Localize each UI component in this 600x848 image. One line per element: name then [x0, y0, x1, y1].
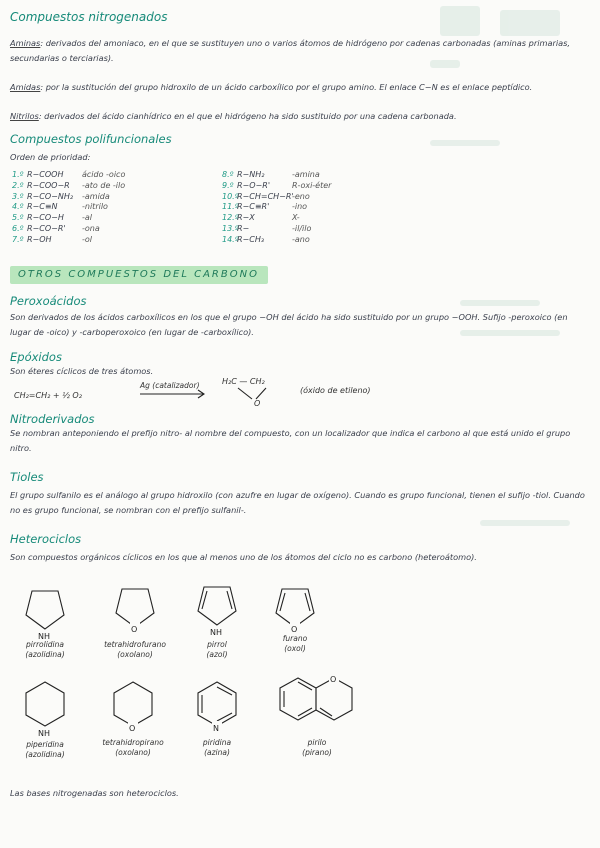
priority-number: 14.º	[222, 234, 239, 244]
furano-alt: (oxol)	[284, 644, 306, 653]
label-piperidina	[0, 740, 90, 760]
priority-suffix: R-oxi-éter	[292, 180, 332, 190]
priority-suffix: -ona	[82, 223, 100, 233]
pirrolidina-structure	[20, 583, 70, 641]
priority-number: 9.º	[222, 180, 234, 190]
label-pirrolidina	[0, 640, 90, 660]
priority-suffix: -ato de -ilo	[82, 180, 126, 190]
epox-reactants: CH₂=CH₂ + ½ O₂	[14, 391, 82, 400]
pirrol-name: pirrol	[207, 640, 227, 649]
reaction-arrow	[140, 389, 210, 399]
priority-row	[222, 170, 422, 181]
pirrol-structure	[192, 583, 242, 638]
pirilo-alt: (pirano)	[302, 748, 332, 757]
heterociclos-text: Son compuestos orgánicos cíclicos en los que al menos uno de los átomos del ciclo no es carbono (heteroátomo).	[10, 552, 477, 562]
priority-suffix: -ol	[82, 234, 93, 244]
label-tetrahidrofurano	[90, 640, 180, 660]
term-nitrilos: Nitrilos	[10, 111, 39, 121]
svg-text:O: O	[129, 724, 136, 733]
priority-formula: R−COOH	[27, 170, 64, 179]
svg-text:O: O	[291, 625, 298, 634]
tioles-text: El grupo sulfanilo es el análogo al grupo hidroxilo (con azufre en lugar de oxígeno). Cuando es grupo funcional, tienen el sufijo -tiol. Cuando no es grupo funcional, se nombran con el prefijo sulfanil-.	[10, 490, 585, 515]
tetrahidrofurano-name: tetrahidrofurano	[104, 640, 166, 649]
title-nitroderivados: Nitroderivados	[10, 412, 95, 426]
priority-row	[222, 235, 422, 246]
furano-structure	[270, 583, 320, 638]
title-tioles: Tioles	[10, 470, 44, 484]
priority-suffix: -il/ilo	[292, 223, 312, 233]
priority-suffix: -nitrilo	[82, 202, 108, 212]
label-piridina	[172, 738, 262, 758]
title-heterociclos: Heterociclos	[10, 532, 82, 546]
priority-row	[12, 235, 212, 246]
amidas-paragraph	[10, 80, 585, 95]
label-furano	[250, 634, 340, 654]
priority-row	[222, 181, 422, 192]
priority-row	[12, 181, 212, 192]
amidas-text: : por la sustitución del grupo hidroxilo de un ácido carboxílico por el grupo amino. El enlace C−N es el enlace peptídico.	[40, 82, 533, 92]
priority-row	[12, 202, 212, 213]
bleed-through	[420, 0, 600, 848]
pirilo-name: pirilo	[307, 738, 327, 747]
title-epoxidos: Epóxidos	[10, 350, 62, 364]
priority-number: 8.º	[222, 170, 234, 179]
priority-formula: R−CH=CH−R'	[237, 191, 294, 201]
priority-row	[222, 224, 422, 235]
priority-suffix: -al	[82, 213, 93, 223]
pirrolidina-alt: (azolidina)	[25, 650, 65, 659]
priority-suffix: X-	[292, 213, 300, 223]
footer-bases-nitrogenadas: Las bases nitrogenadas son heterociclos.	[10, 788, 179, 798]
priority-number: 10.º	[222, 191, 239, 201]
label-pirrol	[172, 640, 262, 660]
title-compuestos-nitrogenados: Compuestos nitrogenados	[10, 10, 168, 24]
svg-text:NH: NH	[38, 729, 50, 738]
epox-ring: H₂C — CH₂	[222, 377, 265, 386]
priority-list-right	[222, 170, 422, 246]
priority-number: 3.º	[12, 191, 24, 201]
orden-prioridad: Orden de prioridad:	[10, 152, 91, 162]
label-pirilo	[272, 738, 362, 758]
priority-number: 6.º	[12, 223, 24, 233]
priority-formula: R−CO−H	[27, 213, 64, 223]
term-amidas: Amidas	[10, 82, 41, 92]
priority-suffix: -eno	[292, 191, 310, 201]
priority-number: 12.º	[222, 213, 239, 223]
priority-formula: R−OH	[27, 234, 52, 244]
svg-text:O: O	[131, 625, 138, 634]
priority-row	[12, 213, 212, 224]
priority-row	[222, 192, 422, 203]
priority-formula: R−NH₂	[237, 170, 265, 179]
priority-number: 5.º	[12, 213, 24, 223]
tetrahidropirano-alt: (oxolano)	[115, 748, 151, 757]
pirrol-alt: (azol)	[206, 650, 228, 659]
priority-formula: R−CH₃	[237, 234, 265, 244]
tetrahidropirano-structure	[108, 680, 158, 740]
nitrilos-text: : derivados del ácido cianhídrico en el que el hidrógeno ha sido sustituido por una cadena carbonada.	[38, 111, 457, 121]
label-tetrahidropirano	[88, 738, 178, 758]
priority-formula: R−C≡R'	[237, 202, 270, 212]
pirilo-structure	[276, 672, 366, 732]
banner-otros-compuestos	[10, 266, 268, 284]
piridina-alt: (azina)	[204, 748, 230, 757]
priority-row	[222, 202, 422, 213]
priority-suffix: -amina	[292, 170, 320, 179]
priority-number: 2.º	[12, 180, 24, 190]
priority-suffix: ácido -oico	[82, 170, 126, 179]
priority-suffix: -ino	[292, 202, 308, 212]
epoxidos-text: Son éteres cíclicos de tres átomos.	[10, 366, 154, 376]
svg-text:NH: NH	[38, 632, 50, 641]
priority-row	[222, 213, 422, 224]
svg-text:O: O	[330, 675, 337, 684]
priority-row	[12, 170, 212, 181]
piridina-name: piridina	[202, 738, 232, 747]
priority-list-left	[12, 170, 212, 246]
priority-number: 7.º	[12, 234, 24, 244]
nitrilos-paragraph	[10, 109, 590, 124]
title-peroxoacidos: Peroxoácidos	[10, 294, 87, 308]
term-aminas: Aminas	[10, 38, 41, 48]
priority-formula: R−O−R'	[237, 180, 271, 190]
piperidina-alt: (azolidina)	[25, 750, 65, 759]
epox-oxygen: O	[254, 399, 261, 408]
priority-number: 11.º	[222, 202, 239, 212]
svg-text:N: N	[213, 724, 219, 733]
priority-row	[12, 224, 212, 235]
piperidina-structure	[20, 680, 70, 740]
priority-formula: R−COO−R	[27, 180, 70, 190]
priority-number: 13.º	[222, 223, 239, 233]
aminas-paragraph	[10, 36, 585, 65]
banner-label: OTROS COMPUESTOS DEL CARBONO	[18, 269, 259, 280]
priority-suffix: -amida	[82, 191, 110, 201]
tetrahidrofurano-alt: (oxolano)	[117, 650, 153, 659]
priority-formula: R−CO−NH₂	[27, 191, 74, 201]
priority-formula: R−C≡N	[27, 202, 58, 212]
priority-formula: R−CO−R'	[27, 223, 66, 233]
priority-number: 1.º	[12, 170, 24, 179]
piperidina-name: piperidina	[26, 740, 64, 749]
priority-suffix: -ano	[292, 234, 310, 244]
furano-name: furano	[282, 634, 308, 643]
priority-row	[12, 192, 212, 203]
piridina-structure	[192, 680, 242, 740]
priority-formula: R−	[237, 223, 250, 233]
priority-formula: R−X	[237, 213, 255, 223]
tetrahidropirano-name: tetrahidropirano	[102, 738, 164, 747]
priority-number: 4.º	[12, 202, 24, 212]
epox-catalyst: Ag (catalizador)	[140, 381, 200, 390]
tetrahidrofurano-structure	[110, 583, 160, 638]
pirrolidina-name: pirrolidina	[26, 640, 64, 649]
svg-text:NH: NH	[210, 628, 222, 637]
peroxo-text: Son derivados de los ácidos carboxílicos en los que el grupo −OH del ácido ha sido sustituido por un grupo −OOH. Sufijo -peroxoico (en lugar de -oico) y -carboperoxoico (en lugar de -carboxílico).	[10, 312, 568, 337]
aminas-text: : derivados del amoniaco, en el que se sustituyen uno o varios átomos de hidrógeno por cadenas carbonadas (aminas primarias, secundarias o terciarias).	[10, 38, 571, 63]
title-polifuncionales: Compuestos polifuncionales	[10, 132, 172, 146]
nitro-text: Se nombran anteponiendo el prefijo nitro- al nombre del compuesto, con un localizador que indica el carbono al que está unido el grupo nitro.	[10, 428, 571, 453]
epox-name: (óxido de etileno)	[300, 386, 371, 395]
